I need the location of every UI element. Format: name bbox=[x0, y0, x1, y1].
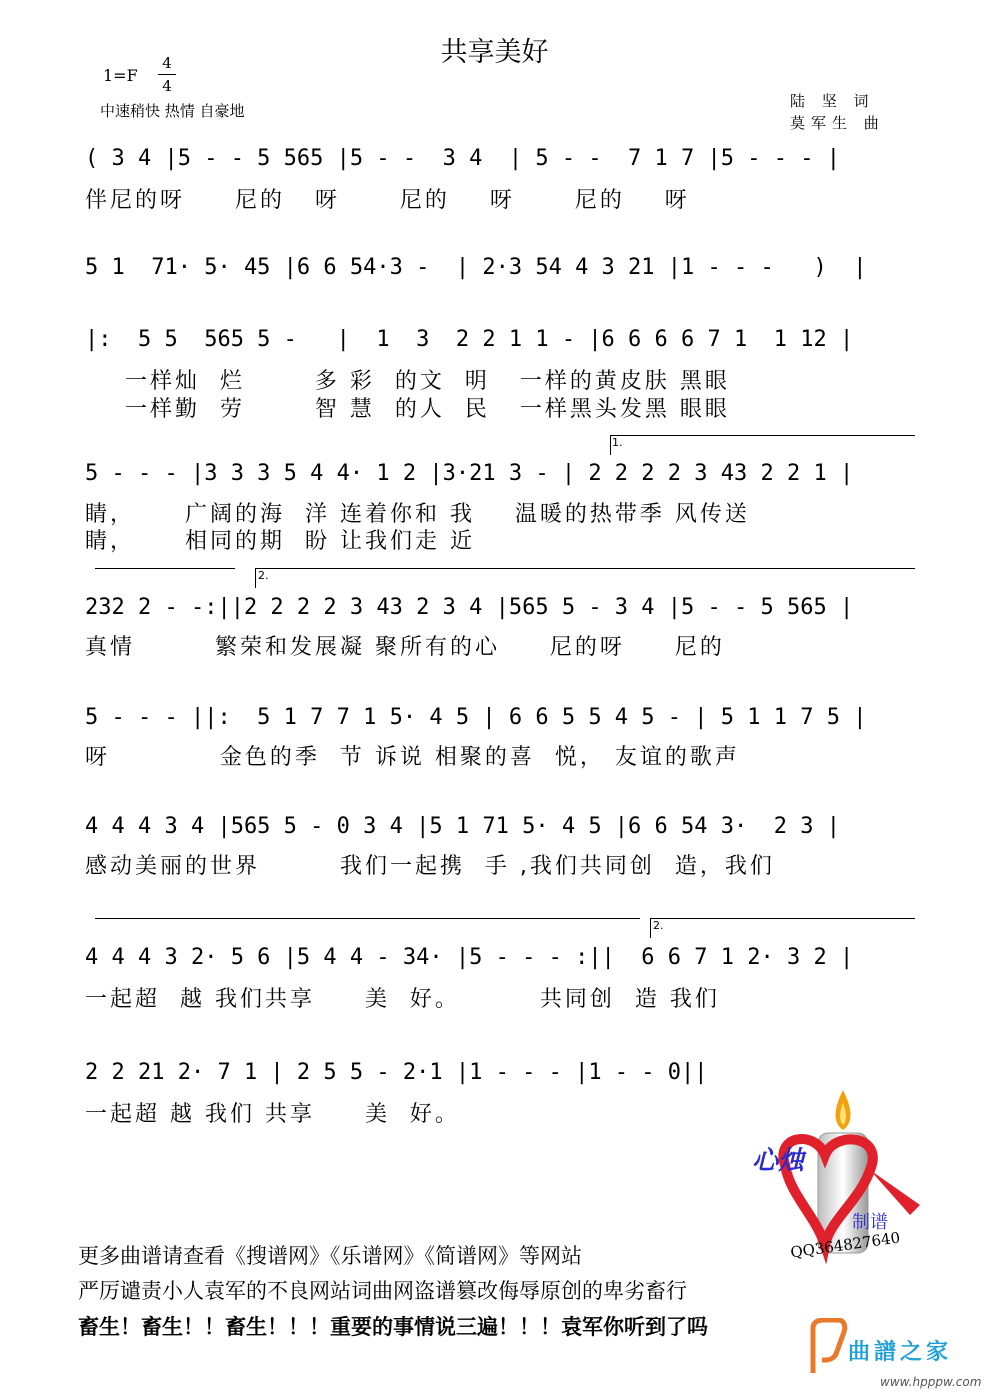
footer-line-2: 严厉谴责小人袁军的不良网站词曲网盗谱篡改侮辱原创的卑劣畜行 bbox=[78, 1279, 687, 1303]
ending-bracket-4-edge bbox=[650, 918, 651, 938]
site-logo-icon bbox=[808, 1318, 848, 1382]
ending-bracket-4 bbox=[650, 918, 915, 919]
site-logo-url: www.hpppw.com bbox=[880, 1375, 982, 1389]
notation-row-2: 5 1 71· 5· 45 |6 6 54·3 - | 2·3 54 4 3 21 |1 - - - ) | bbox=[85, 255, 867, 280]
notation-row-5: 232 2 - -:||2 2 2 2 3 43 2 3 4 |565 5 - 3 4 |5 - - 5 565 | bbox=[85, 595, 854, 620]
lyricist: 陆 坚 词 bbox=[790, 92, 875, 110]
notation-row-9: 2 2 21 2· 7 1 | 2 5 5 - 2·1 |1 - - - |1 - - 0|| bbox=[85, 1060, 708, 1085]
footer-line-3: 畜生！畜生！！畜生！！！重要的事情说三遍！！！袁军你听到了吗 bbox=[78, 1315, 708, 1339]
ending-bracket-2 bbox=[255, 568, 915, 569]
stamp-made: 制谱 bbox=[852, 1212, 888, 1233]
tempo-marking: 中速稍快 热情 自豪地 bbox=[100, 102, 245, 120]
time-signature bbox=[158, 52, 176, 97]
lyric-row-9: 一起超 越 我们 共享 美 好。 bbox=[85, 1102, 460, 1127]
page-title: 共享美好 bbox=[440, 37, 549, 68]
notation-row-1: ( 3 4 |5 - - 5 565 |5 - - 3 4 | 5 - - 7 1 7 |5 - - - | bbox=[85, 146, 840, 171]
ending-bracket-3 bbox=[95, 918, 640, 919]
site-logo-text: 曲譜之家 bbox=[848, 1340, 953, 1365]
lyric-row-3b: 一样勤 劳 智 慧 的人 民 一样黑头发黑 眼眼 bbox=[85, 397, 730, 422]
stamp-qq: QQ364827640 bbox=[789, 1228, 902, 1262]
stamp-name: 心烛 bbox=[752, 1146, 805, 1176]
notation-row-7: 4 4 4 3 4 |565 5 - 0 3 4 |5 1 71 5· 4 5 |6 6 54 3· 2 3 | bbox=[85, 814, 840, 839]
composer: 莫军生 曲 bbox=[790, 114, 885, 132]
key-signature: 1=F bbox=[103, 66, 138, 85]
lyric-row-4a: 睛， 广阔的海 洋 连着你和 我 温暖的热带季 风传送 bbox=[85, 502, 750, 527]
ending-label-3: 2. bbox=[653, 919, 664, 932]
lyric-row-1: 伴尼的呀 尼的 呀 尼的 呀 尼的 呀 bbox=[85, 188, 690, 213]
ending-label-2: 2. bbox=[258, 569, 269, 582]
ending-bracket-1-cont bbox=[95, 568, 235, 569]
notation-row-6: 5 - - - ||: 5 1 7 7 1 5· 4 5 | 6 6 5 5 4 5 - | 5 1 1 7 5 | bbox=[85, 705, 867, 730]
ending-label-1: 1. bbox=[612, 436, 623, 449]
time-bottom: 4 bbox=[158, 74, 176, 97]
lyric-row-6: 呀 金色的季 节 诉说 相聚的喜 悦， 友谊的歌声 bbox=[85, 745, 740, 770]
lyric-row-4b: 睛， 相同的期 盼 让我们走 近 bbox=[85, 529, 475, 554]
time-top: 4 bbox=[162, 54, 172, 72]
ending-bracket-2-edge bbox=[255, 568, 256, 588]
footer-line-1: 更多曲谱请查看《搜谱网》《乐谱网》《简谱网》等网站 bbox=[78, 1244, 582, 1268]
lyric-row-7: 感动美丽的世界 我们一起携 手 ,我们共同创 造，我们 bbox=[85, 854, 775, 879]
lyric-row-5: 真情 繁荣和发展凝 聚所有的心 尼的呀 尼的 bbox=[85, 635, 725, 660]
lyric-row-3a: 一样灿 烂 多 彩 的文 明 一样的黄皮肤 黑眼 bbox=[85, 369, 730, 394]
notation-row-4: 5 - - - |3 3 3 5 4 4· 1 2 |3·21 3 - | 2 2 2 2 3 43 2 2 1 | bbox=[85, 461, 854, 486]
ending-bracket-1 bbox=[610, 435, 915, 436]
lyric-row-8: 一起超 越 我们共享 美 好。 共同创 造 我们 bbox=[85, 987, 720, 1012]
notation-row-8: 4 4 4 3 2· 5 6 |5 4 4 - 34· |5 - - - :|| 6 6 7 1 2· 3 2 | bbox=[85, 945, 854, 970]
ending-bracket-1-edge bbox=[610, 435, 611, 455]
notation-row-3: |: 5 5 565 5 - | 1 3 2 2 1 1 - |6 6 6 6 7 1 1 12 | bbox=[85, 327, 854, 352]
